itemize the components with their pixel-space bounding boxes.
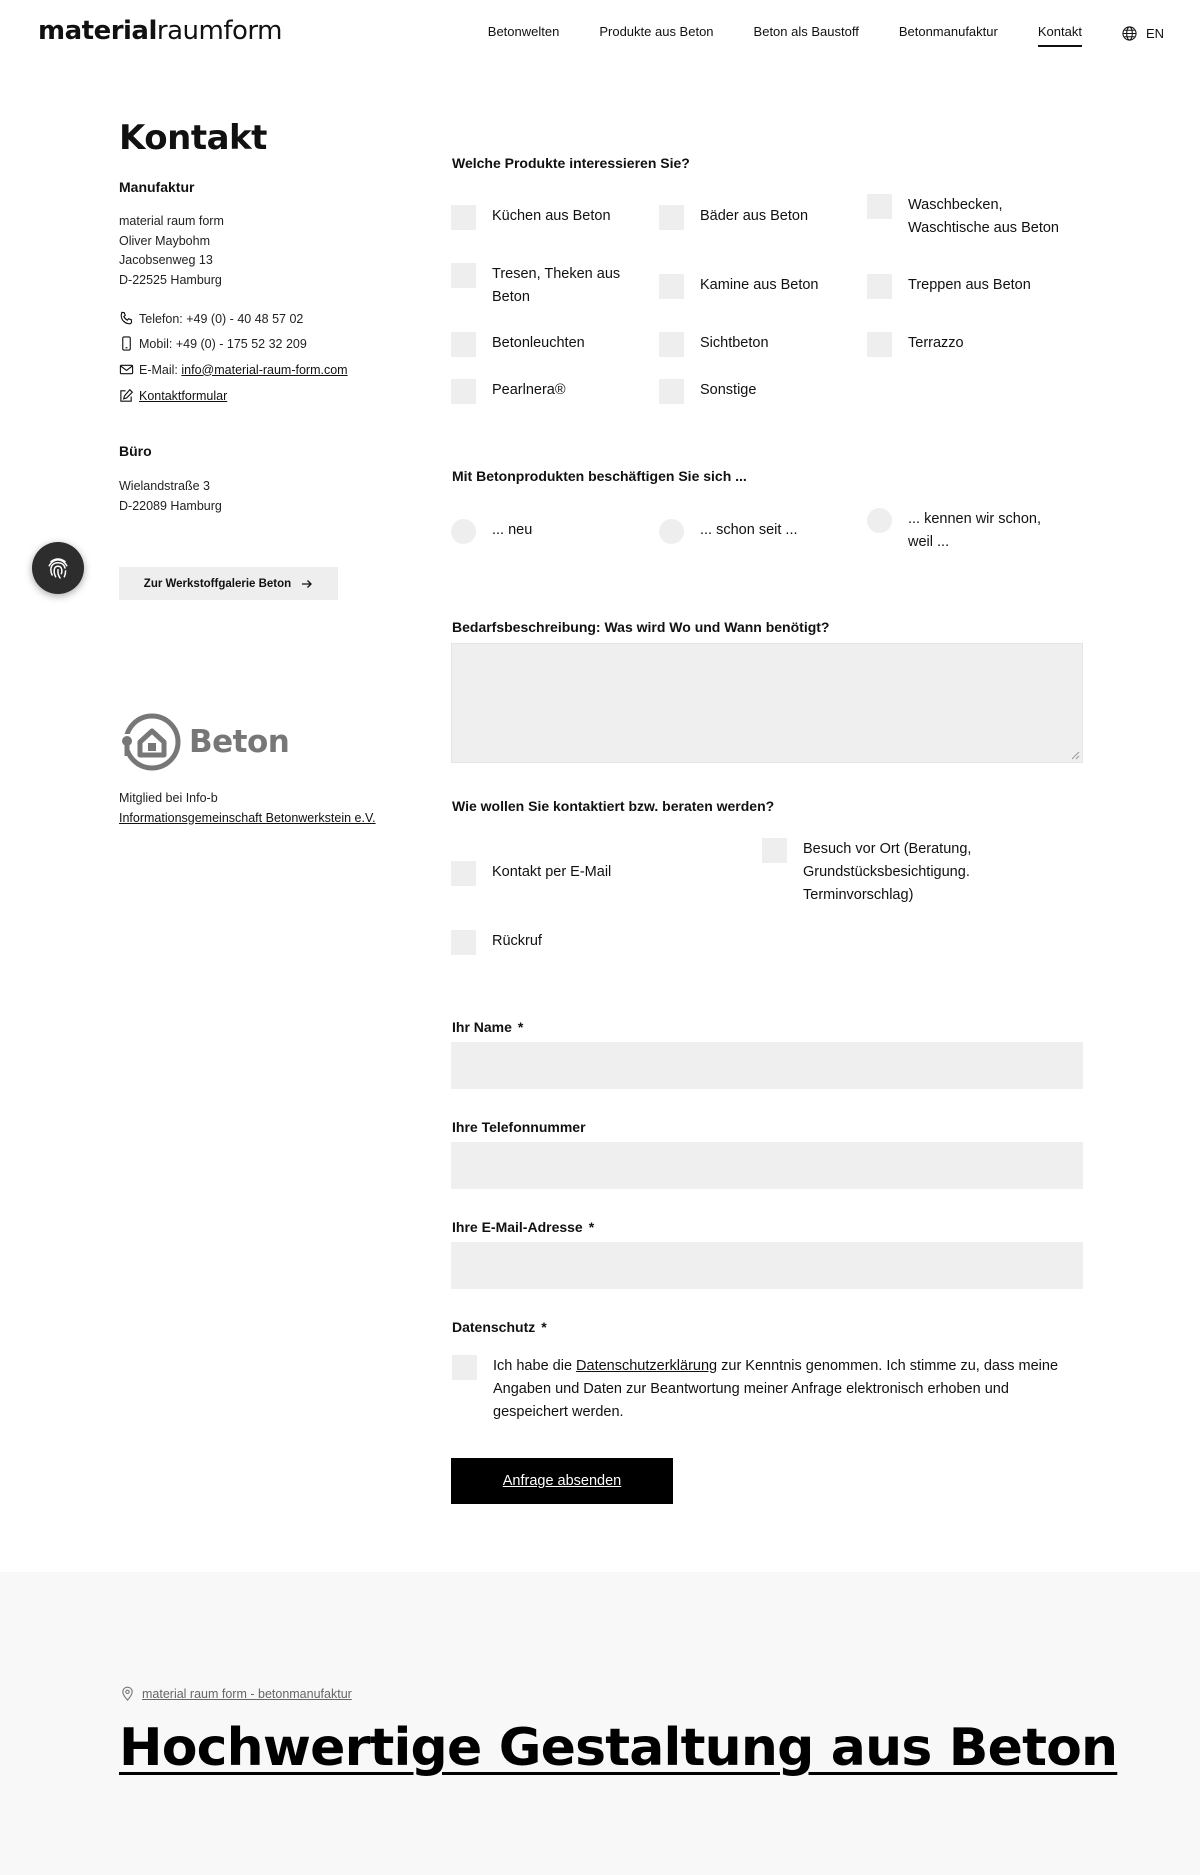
- gallery-button-label: Zur Werkstoffgalerie Beton: [143, 577, 292, 590]
- checkbox[interactable]: [762, 838, 787, 863]
- buero-address: [119, 477, 222, 516]
- product-option-terrazzo[interactable]: [867, 332, 1078, 357]
- nav-item-produkte[interactable]: Produkte aus Beton: [599, 24, 714, 39]
- privacy-text: [493, 1355, 1073, 1424]
- product-option-baeder[interactable]: [659, 205, 850, 230]
- experience-option-neu[interactable]: [451, 519, 642, 544]
- main-nav: [448, 24, 1164, 43]
- experience-option-seit[interactable]: [659, 519, 850, 544]
- nav-item-manufaktur[interactable]: Betonmanufaktur: [898, 24, 998, 39]
- checkbox[interactable]: [451, 263, 476, 288]
- option-label: Tresen, Theken aus Beton: [492, 266, 621, 305]
- checkbox[interactable]: [451, 205, 476, 230]
- nav-item-betonwelten[interactable]: Betonwelten: [487, 24, 560, 39]
- product-option-pearlnera[interactable]: [451, 379, 642, 404]
- required-mark: *: [517, 1019, 524, 1035]
- arrow-right-icon: [301, 578, 313, 590]
- checkbox[interactable]: [451, 332, 476, 357]
- language-switch[interactable]: [1122, 26, 1164, 41]
- membership-prefix: Mitglied bei Info-b: [119, 791, 218, 805]
- mail-icon: [119, 362, 134, 377]
- needs-label: Bedarfsbeschreibung: Was wird Wo und Wann benötigt?: [452, 619, 830, 635]
- privacy-label: [452, 1319, 547, 1335]
- address-line: D-22089 Hamburg: [119, 498, 222, 513]
- option-label: Sonstige: [700, 382, 757, 398]
- option-label: ... neu: [492, 522, 533, 538]
- fingerprint-icon: [44, 554, 72, 582]
- globe-icon: [1122, 26, 1137, 41]
- contact-method-question: Wie wollen Sie kontaktiert bzw. beraten werden?: [452, 798, 775, 814]
- membership-note: [119, 789, 376, 828]
- products-question: Welche Produkte interessieren Sie?: [452, 155, 690, 171]
- required-mark: *: [541, 1319, 547, 1335]
- buero-heading: Büro: [119, 443, 152, 459]
- checkbox[interactable]: [867, 194, 892, 219]
- product-option-waschbecken[interactable]: [867, 194, 1078, 240]
- email-input[interactable]: [451, 1242, 1083, 1289]
- site-logo[interactable]: [38, 16, 282, 46]
- option-label: Küchen aus Beton: [492, 208, 611, 224]
- nav-item-kontakt[interactable]: Kontakt: [1038, 24, 1082, 43]
- hero-headline[interactable]: Hochwertige Gestaltung aus Beton: [119, 1718, 1118, 1778]
- mobile-icon: [119, 336, 134, 351]
- checkbox[interactable]: [659, 274, 684, 299]
- privacy-text-before: Ich habe die: [493, 1358, 577, 1374]
- address-line: material raum form: [119, 214, 224, 228]
- breadcrumb: [121, 1686, 352, 1701]
- product-option-kamine[interactable]: [659, 274, 850, 299]
- submit-button[interactable]: Anfrage absenden: [451, 1458, 673, 1504]
- email-label-text: Ihre E-Mail-Adresse: [452, 1219, 583, 1235]
- contact-form-link[interactable]: Kontaktformular: [139, 388, 228, 403]
- option-label: Betonleuchten: [492, 335, 585, 351]
- option-label: Sichtbeton: [700, 335, 769, 351]
- email-label: E-Mail:: [139, 362, 178, 377]
- checkbox[interactable]: [451, 930, 476, 955]
- option-label: Terrazzo: [908, 335, 964, 351]
- checkbox[interactable]: [659, 205, 684, 230]
- option-label: Kamine aus Beton: [700, 277, 819, 293]
- privacy-consent[interactable]: [452, 1355, 1084, 1424]
- checkbox[interactable]: [451, 861, 476, 886]
- option-label: Rückruf: [492, 933, 542, 949]
- option-label: Kontakt per E-Mail: [492, 864, 612, 880]
- address-line: Oliver Maybohm: [119, 233, 210, 248]
- needs-textarea[interactable]: [451, 643, 1083, 763]
- material-gallery-button[interactable]: [119, 567, 338, 600]
- option-label: Pearlnera®: [492, 382, 566, 398]
- phone-input[interactable]: [451, 1142, 1083, 1189]
- mobile-text: Mobil: +49 (0) - 175 52 32 209: [139, 336, 307, 351]
- site-header: [0, 0, 1200, 64]
- product-option-treppen[interactable]: [867, 274, 1078, 299]
- page-title: Kontakt: [119, 118, 267, 158]
- product-option-betonleuchten[interactable]: [451, 332, 642, 357]
- radio[interactable]: [659, 519, 684, 544]
- experience-question: Mit Betonprodukten beschäftigen Sie sich ...: [452, 468, 747, 484]
- radio[interactable]: [451, 519, 476, 544]
- resize-handle-icon[interactable]: [1071, 751, 1080, 760]
- email-link[interactable]: info@material-raum-form.com: [181, 362, 348, 377]
- checkbox[interactable]: [867, 332, 892, 357]
- manufaktur-address: [119, 212, 224, 290]
- language-label: EN: [1145, 26, 1164, 41]
- privacy-label-text: Datenschutz: [452, 1319, 536, 1335]
- checkbox[interactable]: [659, 379, 684, 404]
- privacy-checkbox[interactable]: [452, 1355, 477, 1380]
- option-label: Besuch vor Ort (Beratung, Grundstücksbesichtigung. Terminvorschlag): [803, 841, 972, 903]
- logo-light-text: raumform: [156, 16, 282, 46]
- location-pin-icon: [121, 1686, 134, 1701]
- address-line: Jacobsenweg 13: [119, 253, 213, 267]
- phone-text: Telefon: +49 (0) - 40 48 57 02: [139, 311, 304, 326]
- option-label: Waschbecken, Waschtische aus Beton: [908, 197, 1059, 236]
- product-option-sonstige[interactable]: [659, 379, 850, 404]
- product-option-tresen[interactable]: [451, 263, 642, 309]
- option-label: ... kennen wir schon, weil ...: [908, 511, 1041, 550]
- nav-item-baustoff[interactable]: Beton als Baustoff: [753, 24, 859, 39]
- logo-bold-text: material: [38, 16, 157, 46]
- email-line: [119, 362, 348, 377]
- privacy-text-after: zur Kenntnis genommen. Ich stimme zu, dass meine Angaben und Daten zur Beantwortung meiner Anfrage elektronisch erhoben und gespeichert werden.: [493, 1358, 1059, 1420]
- privacy-policy-link[interactable]: Datenschutzerklärung: [576, 1358, 718, 1374]
- membership-link[interactable]: Informationsgemeinschaft Betonwerkstein e.V.: [119, 810, 376, 825]
- beton-logo-text: Beton: [189, 724, 290, 760]
- checkbox[interactable]: [867, 274, 892, 299]
- name-label: [452, 1019, 523, 1035]
- consent-settings-button[interactable]: [32, 542, 84, 594]
- checkbox[interactable]: [659, 332, 684, 357]
- product-option-kuechen[interactable]: [451, 205, 642, 230]
- name-input[interactable]: [451, 1042, 1083, 1089]
- contact-option-visit[interactable]: [762, 838, 1003, 907]
- phone-line[interactable]: [119, 311, 303, 326]
- edit-icon: [119, 388, 134, 403]
- beton-house-logo-icon: [119, 712, 181, 772]
- required-mark: *: [588, 1219, 595, 1235]
- option-label: ... schon seit ...: [700, 522, 798, 538]
- name-label-text: Ihr Name: [452, 1019, 512, 1035]
- checkbox[interactable]: [451, 379, 476, 404]
- contact-option-email[interactable]: [451, 861, 692, 886]
- address-line: Wielandstraße 3: [119, 479, 211, 493]
- email-field-label: [452, 1219, 594, 1235]
- option-label: Treppen aus Beton: [908, 277, 1031, 293]
- phone-label: Ihre Telefonnummer: [452, 1119, 586, 1135]
- radio[interactable]: [867, 508, 892, 533]
- address-line: D-22525 Hamburg: [119, 272, 222, 287]
- product-option-sichtbeton[interactable]: [659, 332, 850, 357]
- phone-icon: [119, 311, 134, 326]
- experience-option-kennen[interactable]: [867, 508, 1068, 554]
- option-label: Bäder aus Beton: [700, 208, 809, 224]
- manufaktur-heading: Manufaktur: [119, 179, 195, 195]
- breadcrumb-link[interactable]: material raum form - betonmanufaktur: [142, 1686, 352, 1701]
- info-b-logo: [119, 712, 289, 772]
- contact-option-callback[interactable]: [451, 930, 692, 955]
- contact-form-line: [119, 388, 227, 403]
- mobile-line[interactable]: [119, 336, 307, 351]
